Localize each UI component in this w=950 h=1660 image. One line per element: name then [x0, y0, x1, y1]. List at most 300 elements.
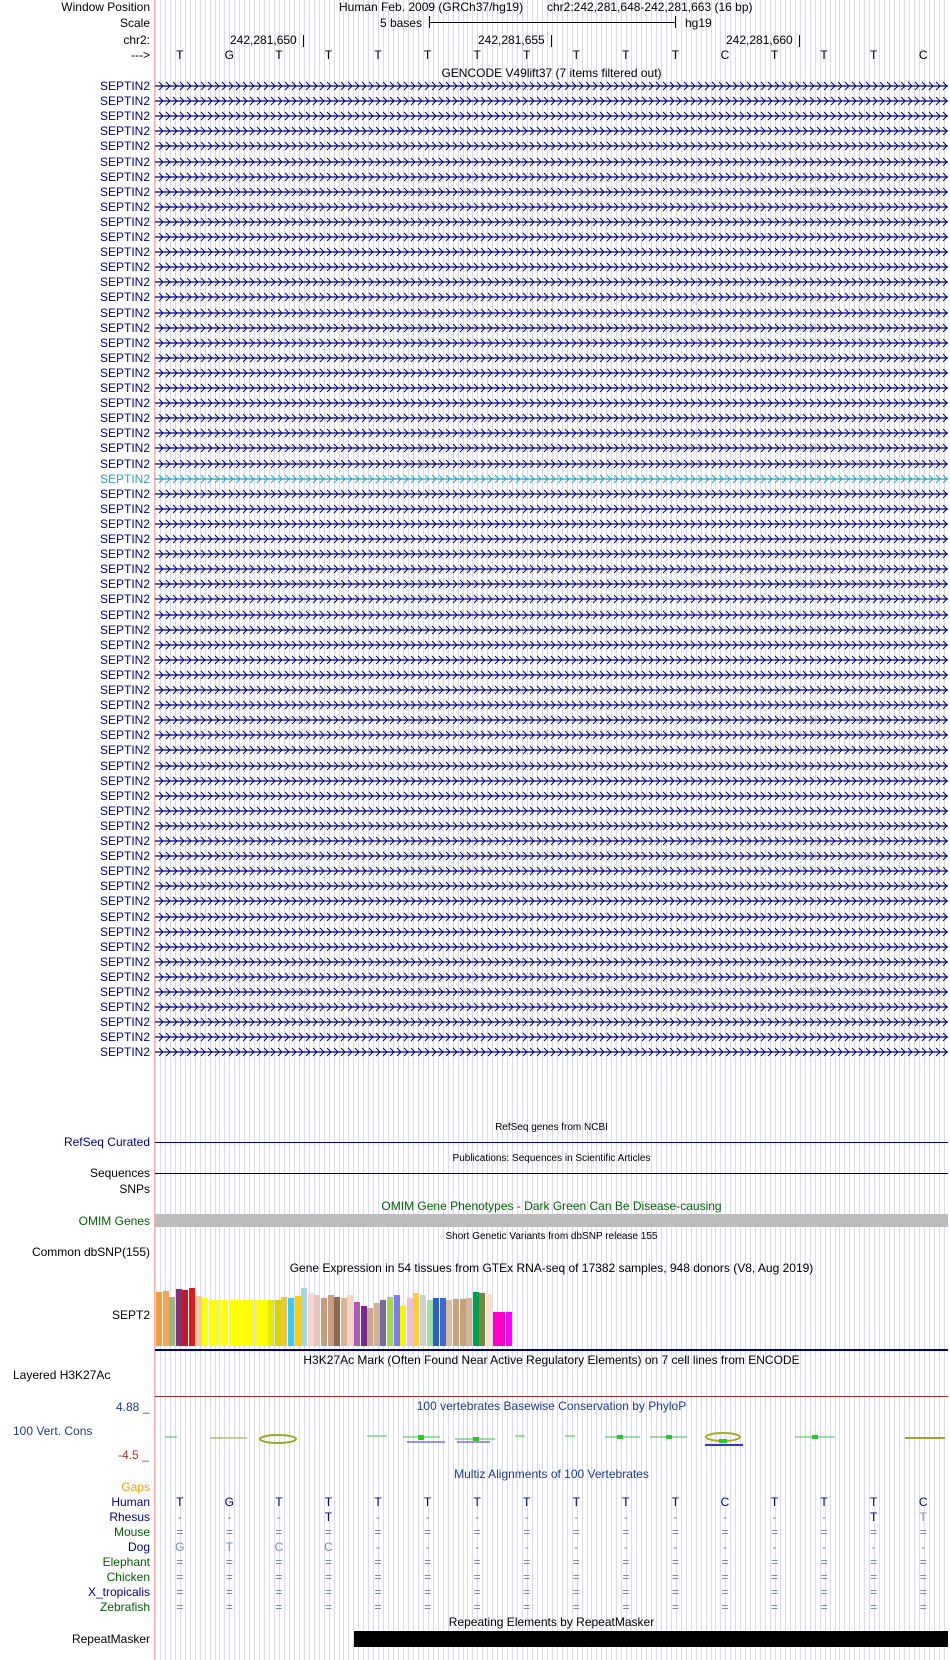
gene-transcript[interactable] — [155, 563, 948, 575]
alignment-base: = — [374, 1585, 382, 1599]
gene-transcript[interactable] — [155, 427, 948, 439]
alignment-base: - — [822, 1510, 827, 1524]
gene-label[interactable]: SEPTIN2 — [99, 124, 150, 139]
gtex-tissue-bar[interactable] — [196, 1296, 202, 1346]
phylop-track-title[interactable]: 100 vertebrates Basewise Conservation by PhyloP — [416, 1399, 687, 1413]
gene-transcript[interactable] — [155, 714, 948, 726]
alignment-base: = — [820, 1570, 828, 1584]
gene-label[interactable]: SEPTIN2 — [99, 350, 150, 365]
gtex-tissue-bar[interactable] — [229, 1300, 235, 1346]
alignment-base: = — [771, 1525, 779, 1539]
gtex-tissue-bar[interactable] — [275, 1300, 281, 1346]
gene-label[interactable]: SEPTIN2 — [99, 1045, 150, 1060]
ruler-tick-label: 242,281,655 — [478, 33, 545, 47]
alignment-base: = — [424, 1570, 432, 1584]
gtex-tissue-bar[interactable] — [163, 1291, 169, 1346]
gtex-tissue-bar[interactable] — [248, 1300, 254, 1346]
gene-label[interactable]: SEPTIN2 — [99, 396, 150, 411]
gene-label[interactable]: SEPTIN2 — [99, 184, 150, 199]
gene-label[interactable]: SEPTIN2 — [99, 139, 150, 154]
gene-label[interactable]: SEPTIN2 — [99, 94, 150, 109]
gene-transcript[interactable] — [155, 941, 948, 953]
alignment-base: = — [820, 1585, 828, 1599]
ruler-tick — [303, 35, 304, 47]
gene-label[interactable]: SEPTIN2 — [99, 743, 150, 758]
gene-transcript[interactable] — [155, 729, 948, 741]
gene-transcript[interactable] — [155, 216, 948, 228]
gene-label[interactable]: SEPTIN2 — [99, 532, 150, 546]
gtex-tissue-bar[interactable] — [334, 1297, 340, 1347]
species-label[interactable]: Gaps — [121, 1480, 150, 1494]
gtex-tissue-bar[interactable] — [295, 1296, 301, 1346]
alignment-base: = — [622, 1525, 630, 1539]
gene-transcript[interactable] — [155, 1046, 948, 1058]
alignment-base: = — [771, 1570, 779, 1584]
gene-label[interactable]: SEPTIN2 — [99, 456, 150, 471]
ruler-tick-label: 242,281,660 — [726, 33, 793, 47]
gtex-tissue-bar[interactable] — [493, 1312, 499, 1346]
alignment-base: - — [524, 1540, 529, 1554]
gene-label[interactable]: SEPTIN2 — [99, 562, 150, 577]
alignment-base: = — [671, 1570, 679, 1584]
alignment-base: - — [475, 1540, 480, 1554]
omim-track-bar[interactable] — [155, 1214, 948, 1227]
alignment-base: - — [722, 1540, 727, 1554]
gene-transcript[interactable] — [155, 986, 948, 998]
gtex-tissue-bar[interactable] — [440, 1298, 446, 1346]
phylop-plot[interactable] — [155, 1422, 948, 1452]
gene-transcript[interactable] — [155, 593, 948, 605]
gene-transcript[interactable] — [155, 639, 948, 651]
gtex-tissue-bar[interactable] — [268, 1300, 274, 1346]
gene-label[interactable]: SEPTIN2 — [99, 667, 150, 682]
alignment-row — [155, 1600, 948, 1614]
alignment-base: = — [771, 1600, 779, 1614]
alignment-base: G — [175, 1540, 185, 1554]
alignment-base: T — [473, 1495, 481, 1509]
gene-transcript[interactable] — [155, 458, 948, 470]
gene-transcript[interactable] — [155, 880, 948, 892]
alignment-base: T — [523, 1495, 531, 1509]
alignment-base: = — [225, 1600, 233, 1614]
gene-label[interactable]: SEPTIN2 — [99, 501, 150, 516]
gene-transcript[interactable] — [155, 503, 948, 515]
phylop-max-label: 4.88 _ — [116, 1400, 150, 1414]
gene-label[interactable]: SEPTIN2 — [99, 834, 150, 848]
gtex-tissue-bar[interactable] — [407, 1298, 413, 1346]
gene-transcript[interactable] — [155, 397, 948, 409]
gtex-track-label[interactable]: SEPT2 — [111, 1308, 150, 1322]
alignment-base: = — [771, 1555, 779, 1569]
gene-label[interactable]: SEPTIN2 — [99, 1000, 150, 1015]
alignment-base: C — [918, 1495, 928, 1509]
gene-label[interactable]: SEPTIN2 — [99, 879, 150, 894]
gtex-tissue-bar[interactable] — [341, 1298, 347, 1346]
gene-transcript[interactable] — [155, 156, 948, 168]
gene-transcript[interactable] — [155, 926, 948, 938]
gene-label[interactable]: SEPTIN2 — [99, 622, 150, 637]
gene-label[interactable]: SEPTIN2 — [99, 441, 150, 456]
gene-transcript[interactable] — [155, 835, 948, 847]
gene-label[interactable]: SEPTIN2 — [99, 713, 150, 728]
dbsnp-track-title[interactable]: Short Genetic Variants from dbSNP release 155 — [445, 1231, 658, 1242]
gene-transcript[interactable] — [155, 95, 948, 107]
alignment-base: = — [275, 1555, 283, 1569]
gene-label[interactable]: SEPTIN2 — [99, 199, 150, 214]
alignment-base: T — [374, 1495, 382, 1509]
gene-label[interactable]: SEPTIN2 — [99, 607, 150, 622]
gtex-tissue-bar[interactable] — [182, 1290, 188, 1346]
gtex-tissue-bar[interactable] — [380, 1300, 386, 1346]
scale-bar — [429, 22, 676, 23]
alignment-base: = — [870, 1555, 878, 1569]
species-label[interactable]: Elephant — [102, 1555, 150, 1569]
alignment-base: - — [623, 1510, 628, 1524]
gene-label[interactable]: SEPTIN2 — [99, 471, 150, 486]
gtex-tissue-bar[interactable] — [446, 1300, 452, 1346]
gtex-tissue-bar[interactable] — [301, 1288, 307, 1346]
gtex-tissue-bar[interactable] — [499, 1312, 505, 1346]
gtex-tissue-bar[interactable] — [215, 1300, 221, 1346]
gene-label[interactable]: SEPTIN2 — [99, 169, 150, 184]
alignment-base: = — [523, 1570, 531, 1584]
gene-label[interactable]: SEPTIN2 — [99, 426, 150, 441]
gene-label[interactable]: SEPTIN2 — [99, 698, 150, 713]
gene-transcript[interactable] — [155, 820, 948, 832]
alignment-base: = — [671, 1585, 679, 1599]
gene-transcript[interactable] — [155, 352, 948, 364]
gene-label[interactable]: SEPTIN2 — [99, 577, 150, 592]
gene-transcript[interactable] — [155, 291, 948, 303]
gene-transcript[interactable] — [155, 775, 948, 787]
alignment-base: T — [324, 1495, 333, 1509]
gene-label[interactable]: SEPTIN2 — [99, 109, 150, 124]
gtex-tissue-bar[interactable] — [420, 1295, 426, 1346]
gene-label[interactable]: SEPTIN2 — [99, 79, 150, 93]
repeatmasker-track-title[interactable]: Repeating Elements by RepeatMasker — [448, 1615, 655, 1629]
gene-transcript[interactable] — [155, 956, 948, 968]
species-label[interactable]: Zebrafish — [99, 1600, 150, 1614]
gtex-tissue-bar[interactable] — [255, 1300, 261, 1346]
species-label[interactable]: Human — [111, 1495, 150, 1509]
gene-label[interactable]: SEPTIN2 — [99, 230, 150, 244]
refseq-track-title[interactable]: RefSeq genes from NCBI — [495, 1122, 608, 1133]
gene-transcript[interactable] — [155, 850, 948, 862]
h3k27ac-baseline — [155, 1396, 948, 1397]
gene-label[interactable]: SEPTIN2 — [99, 1015, 150, 1030]
gene-transcript[interactable] — [155, 760, 948, 772]
h3k27ac-track-title[interactable]: H3K27Ac Mark (Often Found Near Active Regulatory Elements) on 7 cell lines from ENCODE — [303, 1353, 800, 1367]
publications-track-title[interactable]: Publications: Sequences in Scientific Articles — [452, 1153, 651, 1164]
gene-transcript[interactable] — [155, 140, 948, 152]
alignment-base: T — [275, 1495, 283, 1509]
alignment-base: T — [770, 1495, 779, 1509]
h3k27ac-track-label[interactable]: Layered H3K27Ac — [13, 1368, 111, 1382]
gene-label[interactable]: SEPTIN2 — [99, 894, 150, 909]
gene-transcript[interactable] — [155, 699, 948, 711]
gene-transcript[interactable] — [155, 805, 948, 817]
gene-label[interactable]: SEPTIN2 — [99, 728, 150, 743]
gtex-tissue-bar[interactable] — [209, 1300, 215, 1346]
gene-label[interactable]: SEPTIN2 — [99, 939, 150, 954]
species-label[interactable]: Dog — [127, 1540, 150, 1554]
alignment-base: = — [771, 1585, 779, 1599]
gene-transcript[interactable] — [155, 442, 948, 454]
gene-transcript[interactable] — [155, 1001, 948, 1013]
gene-label[interactable]: SEPTIN2 — [99, 214, 150, 229]
gtex-bar-chart[interactable] — [156, 1280, 536, 1346]
gene-transcript[interactable] — [155, 548, 948, 560]
gene-label[interactable]: SEPTIN2 — [99, 788, 150, 803]
gene-transcript[interactable] — [155, 518, 948, 530]
gene-label[interactable]: SEPTIN2 — [99, 849, 150, 864]
gene-label[interactable]: SEPTIN2 — [99, 985, 150, 999]
gtex-tissue-bar[interactable] — [433, 1298, 439, 1346]
strand-arrow-label[interactable]: ---> — [131, 48, 150, 62]
gtex-tissue-bar[interactable] — [262, 1300, 268, 1346]
gene-transcript[interactable] — [155, 790, 948, 802]
gene-transcript[interactable] — [155, 533, 948, 545]
alignment-base: = — [324, 1525, 332, 1539]
gtex-tissue-bar[interactable] — [460, 1299, 466, 1346]
gtex-tissue-bar[interactable] — [288, 1298, 294, 1346]
phylop-mark — [666, 1435, 672, 1439]
alignment-base: = — [176, 1585, 184, 1599]
gene-transcript[interactable] — [155, 744, 948, 756]
gtex-tissue-bar[interactable] — [281, 1297, 287, 1347]
assembly-name: Human Feb. 2009 (GRCh37/hg19) — [339, 0, 524, 14]
gtex-tissue-bar[interactable] — [387, 1297, 393, 1346]
gene-transcript[interactable] — [155, 1031, 948, 1043]
gene-transcript[interactable] — [155, 125, 948, 137]
gene-transcript[interactable] — [155, 322, 948, 334]
alignment-base: = — [424, 1525, 432, 1539]
gene-label[interactable]: SEPTIN2 — [99, 592, 150, 607]
alignment-base: - — [772, 1510, 777, 1524]
gtex-tissue-bar[interactable] — [367, 1308, 373, 1346]
alignment-base: T — [919, 1510, 927, 1524]
gene-transcript[interactable] — [155, 488, 948, 500]
gtex-tissue-bar[interactable] — [328, 1295, 334, 1346]
alignment-row — [155, 1570, 948, 1584]
gene-label[interactable]: SEPTIN2 — [99, 154, 150, 169]
alignment-base: = — [424, 1555, 432, 1569]
gene-transcript[interactable] — [155, 971, 948, 983]
gtex-tissue-bar[interactable] — [486, 1294, 492, 1346]
gene-transcript[interactable] — [155, 669, 948, 681]
phylop-mark — [473, 1437, 479, 1441]
base-letter: T — [820, 48, 828, 62]
omim-track-title[interactable]: OMIM Gene Phenotypes - Dark Green Can Be Disease-causing — [381, 1199, 722, 1213]
gene-label[interactable]: SEPTIN2 — [99, 818, 150, 833]
gene-transcript[interactable] — [155, 201, 948, 213]
alignment-base: = — [919, 1555, 927, 1569]
gtex-tissue-bar[interactable] — [189, 1288, 195, 1346]
gene-label[interactable]: SEPTIN2 — [99, 335, 150, 350]
gene-label[interactable]: SEPTIN2 — [99, 305, 150, 320]
gene-label[interactable]: SEPTIN2 — [99, 260, 150, 275]
species-label[interactable]: X_tropicalis — [87, 1585, 150, 1599]
gene-label[interactable]: SEPTIN2 — [99, 637, 150, 652]
gtex-tissue-bar[interactable] — [156, 1292, 162, 1346]
gene-transcript[interactable] — [155, 1016, 948, 1028]
gtex-tissue-bar[interactable] — [347, 1295, 353, 1346]
gtex-tissue-bar[interactable] — [400, 1306, 406, 1346]
alignment-base: = — [275, 1585, 283, 1599]
gene-transcript[interactable] — [155, 276, 948, 288]
gene-label[interactable]: SEPTIN2 — [99, 652, 150, 667]
alignment-base: = — [324, 1585, 332, 1599]
gene-transcript[interactable] — [155, 246, 948, 258]
species-label[interactable]: Mouse — [113, 1525, 150, 1539]
gene-transcript[interactable] — [155, 911, 948, 923]
gtex-tissue-bar[interactable] — [202, 1298, 208, 1346]
gene-label[interactable]: SEPTIN2 — [99, 290, 150, 305]
alignment-base: - — [772, 1540, 777, 1554]
gene-transcript[interactable] — [155, 186, 948, 198]
base-letter: C — [918, 48, 928, 62]
multiz-track-title[interactable]: Multiz Alignments of 100 Vertebrates — [454, 1467, 649, 1481]
gtex-tissue-bar[interactable] — [413, 1293, 419, 1346]
refseq-track-label[interactable]: RefSeq Curated — [63, 1135, 150, 1149]
alignment-row — [155, 1585, 948, 1599]
gtex-tissue-bar[interactable] — [242, 1300, 248, 1346]
gene-transcript[interactable] — [155, 865, 948, 877]
gene-transcript[interactable] — [155, 609, 948, 621]
gene-transcript[interactable] — [155, 412, 948, 424]
gtex-tissue-bar[interactable] — [222, 1300, 228, 1346]
alignment-base: = — [176, 1555, 184, 1569]
alignment-base: - — [822, 1540, 827, 1554]
species-label[interactable]: Chicken — [106, 1570, 150, 1584]
gene-transcript[interactable] — [155, 171, 948, 183]
gtex-tissue-bar[interactable] — [321, 1298, 327, 1346]
gene-label[interactable]: SEPTIN2 — [99, 411, 150, 426]
alignment-base: = — [671, 1525, 679, 1539]
gtex-tissue-bar[interactable] — [176, 1289, 182, 1346]
gene-transcript[interactable] — [155, 110, 948, 122]
base-letter: T — [275, 48, 283, 62]
gene-label[interactable]: SEPTIN2 — [99, 954, 150, 969]
alignment-row — [155, 1495, 948, 1509]
gene-transcript[interactable] — [155, 367, 948, 379]
gene-label[interactable]: SEPTIN2 — [99, 803, 150, 818]
dbsnp-track-label[interactable]: Common dbSNP(155) — [31, 1245, 150, 1259]
gene-transcript[interactable] — [155, 473, 948, 485]
gtex-tissue-bar[interactable] — [473, 1292, 479, 1346]
gene-label[interactable]: SEPTIN2 — [99, 486, 150, 501]
gene-transcript[interactable] — [155, 80, 948, 92]
gtex-tissue-bar[interactable] — [374, 1303, 380, 1346]
gtex-tissue-bar[interactable] — [308, 1293, 314, 1346]
alignment-base: = — [721, 1525, 729, 1539]
gtex-track-title[interactable]: Gene Expression in 54 tissues from GTEx RNA-seq of 17382 samples, 948 donors (V8, Aug 2019) — [289, 1261, 814, 1275]
phylop-mark — [260, 1435, 296, 1443]
gene-label[interactable]: SEPTIN2 — [99, 365, 150, 380]
gene-transcript[interactable] — [155, 307, 948, 319]
gene-transcript[interactable] — [155, 895, 948, 907]
alignment-base: = — [572, 1525, 580, 1539]
alignment-base: T — [622, 1495, 630, 1509]
gene-transcript[interactable] — [155, 684, 948, 696]
gtex-tissue-bar[interactable] — [394, 1295, 400, 1346]
alignment-base: = — [324, 1600, 332, 1614]
gene-transcript[interactable] — [155, 578, 948, 590]
gtex-tissue-bar[interactable] — [361, 1306, 367, 1346]
phylop-mark — [617, 1435, 623, 1439]
gene-label[interactable]: SEPTIN2 — [99, 1030, 150, 1045]
gene-label[interactable]: SEPTIN2 — [99, 275, 150, 290]
base-letter: T — [324, 48, 333, 62]
gene-label[interactable]: SEPTIN2 — [99, 547, 150, 562]
scale-text: 5 bases — [380, 16, 423, 30]
gtex-baseline — [155, 1349, 948, 1351]
position-readout: chr2:242,281,648-242,281,663 (16 bp) — [547, 0, 753, 14]
alignment-base: = — [176, 1570, 184, 1584]
alignment-base: - — [177, 1510, 182, 1524]
repeatmasker-track-label[interactable]: RepeatMasker — [71, 1632, 150, 1646]
gtex-tissue-bar[interactable] — [453, 1299, 459, 1346]
gene-label[interactable]: SEPTIN2 — [99, 969, 150, 984]
gene-label[interactable]: SEPTIN2 — [99, 909, 150, 924]
phylop-track-label[interactable]: 100 Vert. Cons — [13, 1424, 93, 1438]
gene-label[interactable]: SEPTIN2 — [99, 773, 150, 788]
base-letter: T — [770, 48, 779, 62]
alignment-base: = — [523, 1585, 531, 1599]
gencode-track-title[interactable]: GENCODE V49lift37 (7 items filtered out) — [441, 66, 662, 80]
gene-label[interactable]: SEPTIN2 — [99, 864, 150, 879]
gene-label[interactable]: SEPTIN2 — [99, 381, 150, 395]
alignment-base: - — [376, 1540, 381, 1554]
alignment-base: T — [324, 1510, 333, 1524]
scale-bar-left-tick — [429, 16, 430, 28]
gene-label[interactable]: SEPTIN2 — [99, 320, 150, 335]
gtex-tissue-bar[interactable] — [427, 1300, 433, 1346]
gtex-tissue-bar[interactable] — [314, 1295, 320, 1346]
alignment-base: = — [225, 1555, 233, 1569]
alignment-base: - — [574, 1540, 579, 1554]
gene-transcript[interactable] — [155, 654, 948, 666]
gene-label[interactable]: SEPTIN2 — [99, 758, 150, 773]
sequences-track-label[interactable]: Sequences — [89, 1166, 150, 1180]
gtex-tissue-bar[interactable] — [169, 1297, 175, 1346]
gtex-tissue-bar[interactable] — [506, 1312, 512, 1346]
gtex-tissue-bar[interactable] — [466, 1298, 472, 1346]
gene-transcript[interactable] — [155, 624, 948, 636]
alignment-base: - — [921, 1540, 926, 1554]
omim-track-label[interactable]: OMIM Genes — [78, 1214, 150, 1228]
gene-label[interactable]: SEPTIN2 — [99, 245, 150, 260]
gene-label[interactable]: SEPTIN2 — [99, 683, 150, 697]
alignment-base: T — [572, 1495, 580, 1509]
gene-label[interactable]: SEPTIN2 — [99, 924, 150, 939]
gene-transcript[interactable] — [155, 382, 948, 394]
snps-track-label[interactable]: SNPs — [119, 1182, 150, 1196]
gene-transcript[interactable] — [155, 231, 948, 243]
gene-label[interactable]: SEPTIN2 — [99, 516, 150, 531]
gtex-tissue-bar[interactable] — [235, 1300, 241, 1346]
ruler-tick-label: 242,281,650 — [230, 33, 297, 47]
gene-transcript[interactable] — [155, 337, 948, 349]
repeatmasker-element-bar[interactable] — [354, 1631, 948, 1647]
gtex-tissue-bar[interactable] — [354, 1302, 360, 1346]
gtex-tissue-bar[interactable] — [479, 1293, 485, 1346]
alignment-base: = — [473, 1555, 481, 1569]
species-label[interactable]: Rhesus — [109, 1510, 150, 1524]
alignment-base: = — [870, 1570, 878, 1584]
alignment-base: - — [227, 1510, 232, 1524]
gene-transcript[interactable] — [155, 261, 948, 273]
